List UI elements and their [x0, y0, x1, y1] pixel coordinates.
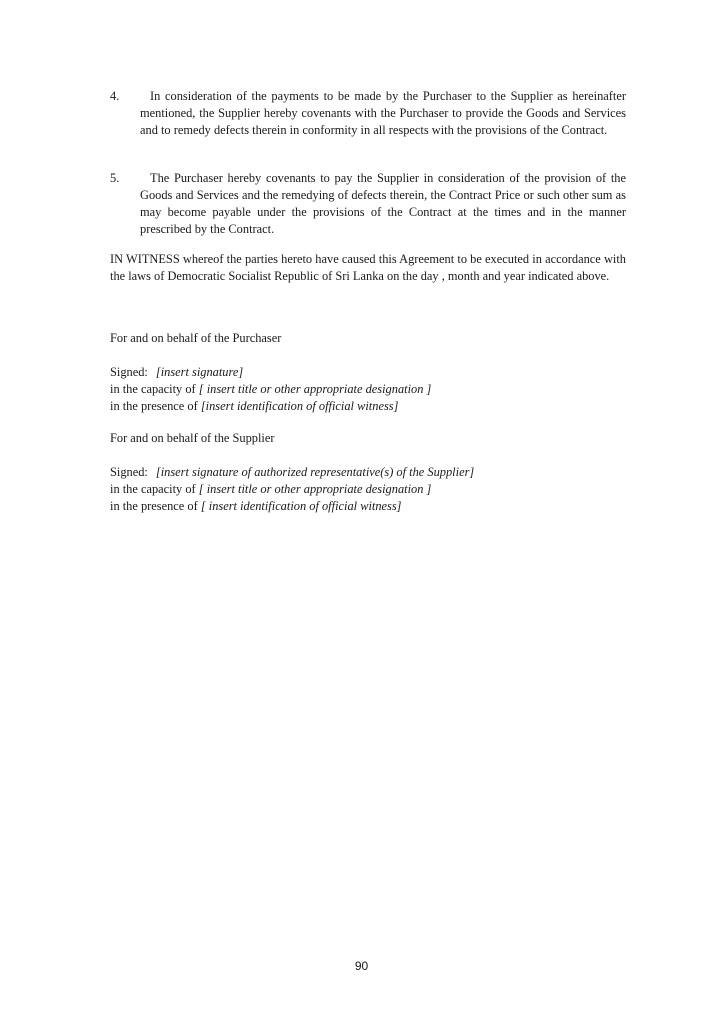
signature-placeholder: [insert signature] — [155, 365, 244, 379]
capacity-placeholder: [ insert title or other appropriate designation ] — [198, 382, 432, 396]
capacity-label: in the capacity of — [110, 482, 196, 496]
presence-label: in the presence of — [110, 399, 198, 413]
supplier-signed-line — [110, 464, 640, 481]
purchaser-presence-line — [110, 398, 640, 415]
page-number: 90 — [354, 959, 369, 973]
witness-placeholder: [insert identification of official witness] — [200, 399, 399, 413]
purchaser-signature-block — [110, 364, 640, 415]
presence-label: in the presence of — [110, 499, 198, 513]
clause-number: 5. — [110, 171, 120, 185]
purchaser-signed-line — [110, 364, 640, 381]
capacity-placeholder: [ insert title or other appropriate designation ] — [198, 482, 432, 496]
signed-label: Signed: — [110, 365, 148, 379]
purchaser-heading: For and on behalf of the Purchaser — [110, 331, 282, 345]
witness-placeholder: [ insert identification of official witness] — [200, 499, 402, 513]
signed-label: Signed: — [110, 465, 148, 479]
clause-text: The Purchaser hereby covenants to pay the Supplier in consideration of the provision of the Goods and Services and the remedying of defects therein, the Contract Price or such other sum as may become payable under the provisions of the Contract at the times and in the manner prescribed by the Contract. — [140, 171, 626, 236]
capacity-label: in the capacity of — [110, 382, 196, 396]
purchaser-capacity-line — [110, 381, 640, 398]
clause-5 — [110, 170, 626, 238]
supplier-presence-line — [110, 498, 640, 515]
witness-paragraph: IN WITNESS whereof the parties hereto have caused this Agreement to be executed in accordance with the laws of Democratic Socialist Republic of Sri Lanka on the day , month and year indicated above. — [110, 252, 626, 283]
clause-text: In consideration of the payments to be made by the Purchaser to the Supplier as hereinafter mentioned, the Supplier hereby covenants with the Purchaser to provide the Goods and Services and to remedy defects therein in conformity in all respects with the provisions of the Contract. — [140, 89, 626, 137]
clause-4 — [110, 88, 626, 139]
supplier-signature-block — [110, 464, 640, 515]
clause-number: 4. — [110, 89, 120, 103]
signature-placeholder: [insert signature of authorized representative(s) of the Supplier] — [155, 465, 475, 479]
supplier-heading: For and on behalf of the Supplier — [110, 431, 275, 445]
supplier-capacity-line — [110, 481, 640, 498]
